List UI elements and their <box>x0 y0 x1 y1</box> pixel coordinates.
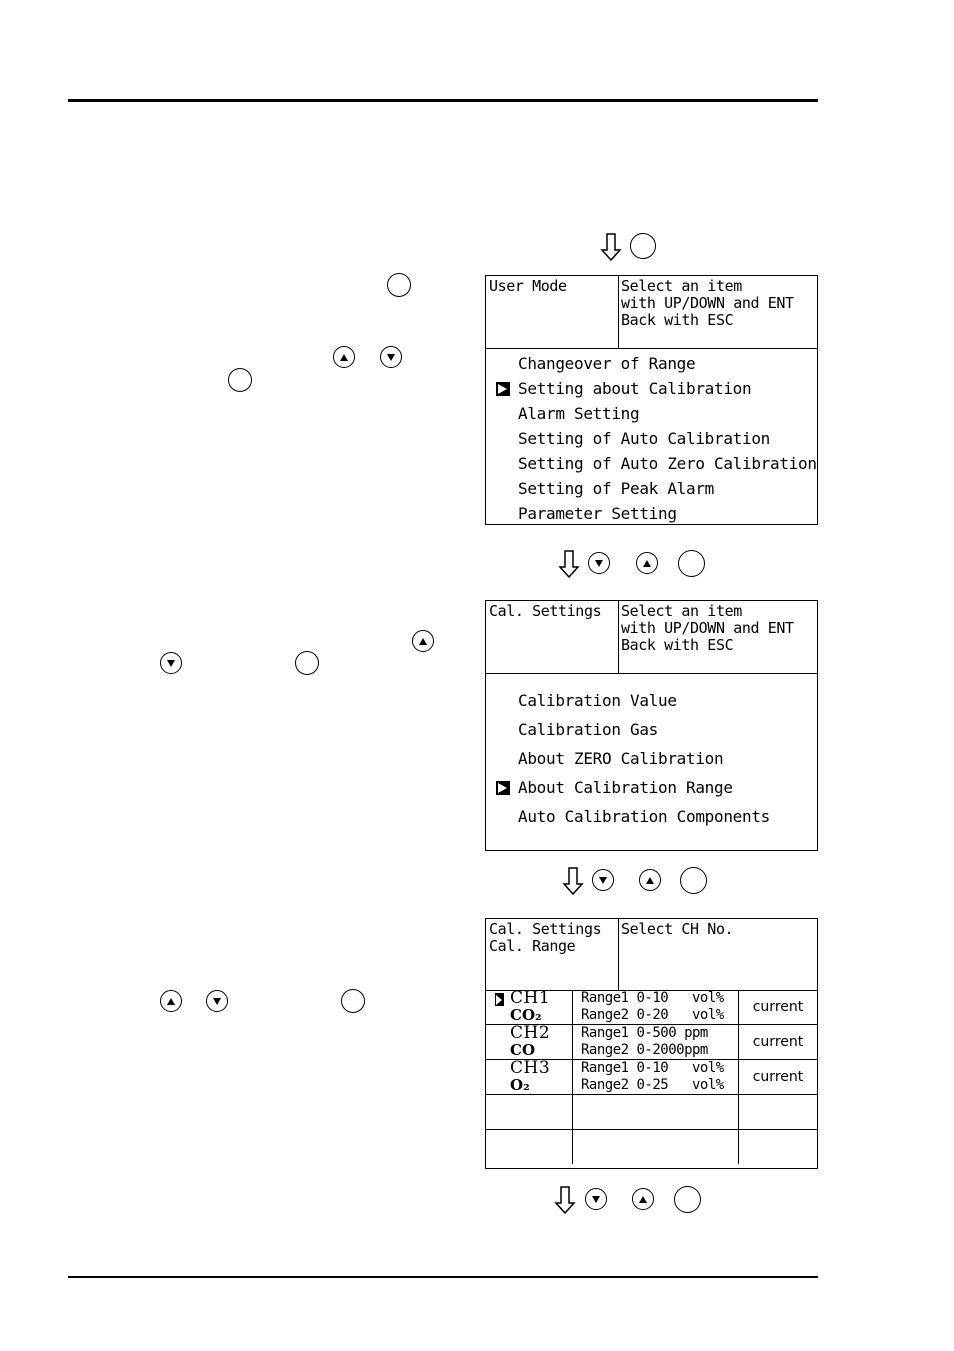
enter-key-icon <box>680 867 707 894</box>
flow-down-arrow-icon <box>600 233 622 261</box>
menu-item[interactable]: Parameter Setting <box>518 504 677 523</box>
down-key-icon <box>585 1188 607 1210</box>
screen-instructions: Select CH No. <box>621 920 734 938</box>
gas-name: O₂ <box>510 1076 530 1094</box>
channel-table <box>486 990 817 1164</box>
screen-instructions: Select an item with UP/DOWN and ENT Back with ESC <box>621 277 794 329</box>
channel-cell <box>486 1095 573 1130</box>
range-cell <box>573 1025 739 1060</box>
down-key-icon <box>206 990 228 1012</box>
selection-cursor-icon <box>496 781 510 795</box>
range-values: Range1 0-500 ppm Range2 0-2000ppm <box>581 1025 708 1058</box>
enter-key-icon <box>228 368 252 392</box>
up-key-icon <box>160 990 182 1012</box>
up-key-icon <box>333 346 355 368</box>
enter-key-icon <box>674 1186 701 1213</box>
user-mode-screen <box>485 275 818 525</box>
down-key-icon <box>588 552 610 574</box>
channel-name: CH1 <box>510 988 551 1008</box>
status-cell: current <box>739 1025 818 1060</box>
bottom-rule <box>68 1276 818 1278</box>
range-cell <box>573 1095 739 1130</box>
up-key-icon <box>639 869 661 891</box>
range-cell <box>573 1060 739 1095</box>
range-values: Range1 0-10 vol% Range2 0-20 vol% <box>581 990 724 1023</box>
screen-header <box>486 919 817 991</box>
table-row <box>486 1095 817 1130</box>
table-row[interactable] <box>486 1060 817 1095</box>
menu-item[interactable]: Auto Calibration Components <box>518 807 770 826</box>
gas-name: CO₂ <box>510 1006 542 1024</box>
table-row[interactable] <box>486 1025 817 1060</box>
channel-cell <box>486 1060 573 1095</box>
top-rule <box>68 99 818 102</box>
channel-cell <box>486 1130 573 1165</box>
down-key-icon <box>160 652 182 674</box>
flow-down-arrow-icon <box>562 867 584 895</box>
menu-item-selected[interactable]: About Calibration Range <box>518 778 733 797</box>
table-row[interactable] <box>486 990 817 1025</box>
menu-item[interactable]: Calibration Value <box>518 691 677 710</box>
menu-item[interactable]: Setting of Auto Zero Calibration <box>518 454 817 473</box>
screen-header <box>486 276 817 349</box>
enter-key-icon <box>678 550 705 577</box>
channel-name: CH3 <box>510 1058 551 1078</box>
menu-item[interactable]: Setting of Peak Alarm <box>518 479 714 498</box>
status-cell <box>739 1130 818 1165</box>
gas-name: CO <box>510 1041 536 1059</box>
up-key-icon <box>412 630 434 652</box>
status-cell: current <box>739 990 818 1025</box>
table-row <box>486 1130 817 1165</box>
menu-item[interactable]: About ZERO Calibration <box>518 749 724 768</box>
flow-down-arrow-icon <box>558 550 580 578</box>
channel-cell <box>486 990 573 1025</box>
cal-settings-screen <box>485 600 818 851</box>
menu-item-selected[interactable]: Setting about Calibration <box>518 379 752 398</box>
selection-cursor-icon <box>496 382 510 396</box>
status-cell: current <box>739 1060 818 1095</box>
down-key-icon <box>592 869 614 891</box>
enter-key-icon <box>341 989 365 1013</box>
cal-range-screen <box>485 918 818 1169</box>
enter-key-icon <box>630 233 656 259</box>
status-cell <box>739 1095 818 1130</box>
down-key-icon <box>380 346 402 368</box>
screen-title: Cal. Settings Cal. Range <box>489 920 602 955</box>
enter-key-icon <box>295 651 319 675</box>
menu-item[interactable]: Alarm Setting <box>518 404 640 423</box>
screen-title: Cal. Settings <box>489 602 602 620</box>
menu-item[interactable]: Changeover of Range <box>518 354 696 373</box>
menu-item[interactable]: Calibration Gas <box>518 720 658 739</box>
screen-instructions: Select an item with UP/DOWN and ENT Back with ESC <box>621 602 794 654</box>
up-key-icon <box>636 552 658 574</box>
selection-cursor-icon <box>495 993 504 1006</box>
enter-key-icon <box>387 273 411 297</box>
menu-item[interactable]: Setting of Auto Calibration <box>518 429 770 448</box>
screen-header <box>486 601 817 674</box>
up-key-icon <box>632 1188 654 1210</box>
range-cell <box>573 990 739 1025</box>
flow-down-arrow-icon <box>554 1186 576 1214</box>
screen-title: User Mode <box>489 277 567 295</box>
channel-cell <box>486 1025 573 1060</box>
channel-name: CH2 <box>510 1023 551 1043</box>
range-cell <box>573 1130 739 1165</box>
range-values: Range1 0-10 vol% Range2 0-25 vol% <box>581 1060 724 1093</box>
